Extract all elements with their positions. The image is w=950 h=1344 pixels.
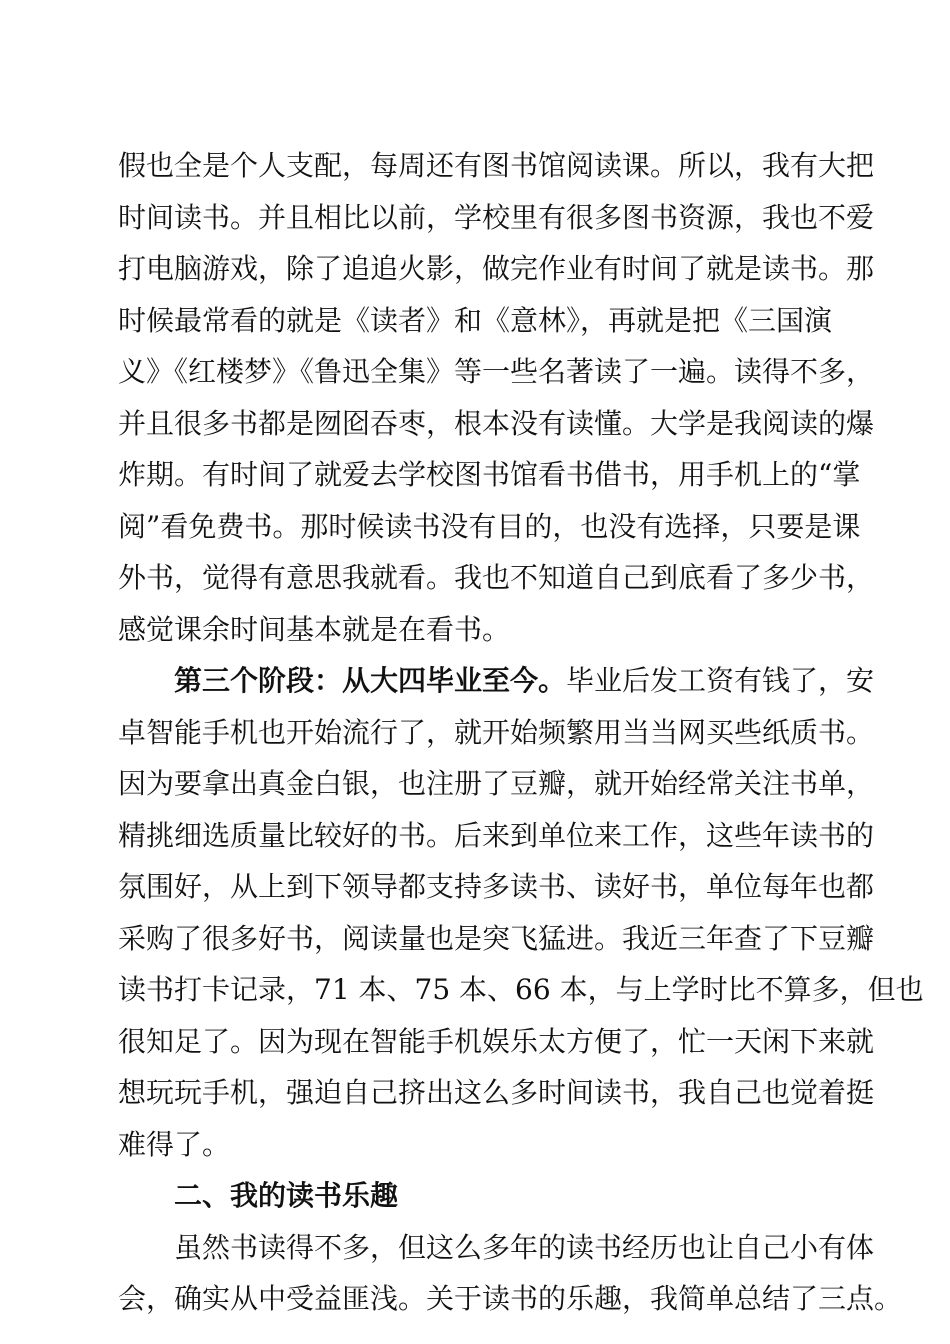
paragraph-2-first-rest: 毕业后发工资有钱了，安 <box>566 664 875 697</box>
paragraph-2-first-line <box>174 655 950 707</box>
paragraph-1-line: 打电脑游戏，除了追追火影，做完作业有时间了就是读书。那 <box>118 252 875 285</box>
paragraph-1-line: 炸期。有时间了就爱去学校图书馆看书借书，用手机上的“掌 <box>118 458 861 491</box>
paragraph-1-line: 感觉课余时间基本就是在看书。 <box>118 612 511 646</box>
paragraph-1-line: 并且很多书都是囫囵吞枣，根本没有读懂。大学是我阅读的爆 <box>118 406 875 440</box>
paragraph-1-line: 外书，觉得有意思我就看。我也不知道自己到底看了多少书， <box>118 561 875 594</box>
paragraph-3-line: 会，确实从中受益匪浅。关于读书的乐趣，我简单总结了三点。 <box>118 1282 903 1315</box>
paragraph-3-line: 虽然书读得不多，但这么多年的读书经历也让自己小有体 <box>174 1230 875 1264</box>
section-heading: 二、我的读书乐趣 <box>174 1179 399 1212</box>
paragraph-2-line: 卓智能手机也开始流行了，就开始频繁用当当网买些纸质书。 <box>118 715 875 749</box>
paragraph-1-line: 时候最常看的就是《读者》和《意林》，再就是把《三国演 <box>118 303 833 337</box>
paragraph-2-line: 氛围好，从上到下领导都支持多读书、读好书，单位每年也都 <box>118 870 875 903</box>
paragraph-1-line: 阅”看免费书。那时候读书没有目的，也没有选择，只要是课 <box>118 509 861 543</box>
paragraph-1-line: 义》《红楼梦》《鲁迅全集》等一些名著读了一遍。读得不多， <box>118 355 875 388</box>
paragraph-1-line: 时间读书。并且相比以前，学校里有很多图书资源，我也不爱 <box>118 200 875 234</box>
paragraph-2-line: 精挑细选质量比较好的书。后来到单位来工作，这些年读书的 <box>118 818 875 852</box>
paragraph-2-line: 读书打卡记录，71 本、75 本、66 本，与上学时比不算多，但也 <box>118 973 924 1006</box>
paragraph-2-line: 难得了。 <box>118 1127 231 1161</box>
paragraph-2-line: 很知足了。因为现在智能手机娱乐太方便了，忙一天闲下来就 <box>118 1024 875 1058</box>
paragraph-2-line: 因为要拿出真金白银，也注册了豆瓣，就开始经常关注书单， <box>118 767 875 800</box>
paragraph-1-line: 假也全是个人支配，每周还有图书馆阅读课。所以，我有大把 <box>118 149 875 182</box>
paragraph-2-line: 想玩玩手机，强迫自己挤出这么多时间读书，我自己也觉着挺 <box>118 1076 875 1109</box>
stage-three-label: 第三个阶段：从大四毕业至今。 <box>174 664 567 697</box>
paragraph-2-line: 采购了很多好书，阅读量也是突飞猛进。我近三年查了下豆瓣 <box>118 921 875 955</box>
